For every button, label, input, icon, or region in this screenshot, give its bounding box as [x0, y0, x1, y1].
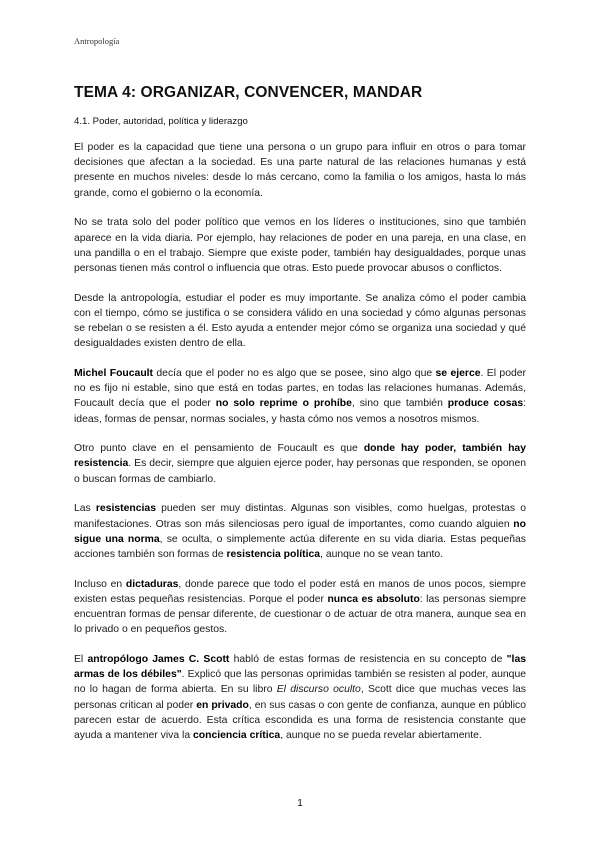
paragraph-text: No se trata solo del poder político que vemos en los líderes o instituciones, sino que también aparece en la vida diaria. Por ejemplo, hay relaciones de poder en una pareja, en una clase, en una pandilla o en el trabajo. Siempre que existe poder, también hay desigualdades, porque unas personas tienen más control o influencia que otras. Esto puede provocar abusos o conflictos. [74, 217, 526, 274]
bold-text: no solo reprime o prohíbe [215, 398, 352, 410]
paragraph-text: El poder es la capacidad que tiene una persona o un grupo para influir en otros o para tomar decisiones que afectan a la sociedad. Es una parte natural de las relaciones humanas y está presente en muchos niveles: desde lo más cercano, como la familia o los amigos, hasta lo más grande, como el gobierno o la economía. [74, 142, 526, 199]
paragraph [74, 140, 526, 201]
bold-text: en privado [196, 699, 249, 711]
bold-text: donde hay poder, también hay resistencia [74, 443, 526, 470]
bold-text: se ejerce [435, 367, 481, 379]
paragraph-text: , sino que también [351, 398, 448, 410]
paragraph-text: El [74, 653, 88, 665]
paragraph-text: , se oculta, o simplemente actúa diferente en su vida diaria. Estas pequeñas acciones también son formas de [74, 533, 527, 560]
paragraph [74, 652, 526, 743]
paragraph-text: Otro punto clave en el pensamiento de Foucault es que [74, 443, 364, 455]
italic-text: El discurso oculto [276, 684, 361, 696]
paragraph-text: decía que el poder no es algo que se posee, sino algo que [153, 367, 436, 379]
paragraph [74, 215, 526, 276]
bold-text: resistencia política [226, 548, 321, 560]
paragraph-text: , Scott dice que muchas veces las personas critican al poder [74, 684, 526, 711]
section-heading: 4.1. Poder, autoridad, política y liderazgo [74, 116, 248, 127]
bold-text: produce cosas [447, 398, 524, 410]
bold-text: antropólogo James C. Scott [87, 653, 230, 665]
bold-text: dictaduras [125, 578, 179, 590]
paragraph-text: habló de estas formas de resistencia en su concepto de [229, 653, 507, 665]
paragraph-text: , en sus casas o con gente de confianza, aunque en público parecen estar de acuerdo. Esta crítica escondida es una forma de resistencia constante que ayuda a mantener viva la [74, 699, 526, 741]
paragraph [74, 501, 526, 562]
paragraph [74, 366, 526, 427]
paragraph-text: Las [74, 503, 96, 515]
paragraph-text: . El poder no es fijo ni estable, sino que está en todas partes, en todas las relaciones humanas. Además, Foucault decía que el poder [74, 367, 526, 410]
bold-text: no sigue una norma [74, 518, 526, 545]
bold-text: resistencias [95, 503, 156, 515]
running-header: Antropología [74, 36, 120, 46]
bold-text: nunca es absoluto [327, 593, 420, 605]
document-body [74, 140, 526, 758]
paragraph-text: . Explicó que las personas oprimidas también se resisten al poder, aunque no lo hagan de forma abierta. En su libro [74, 669, 527, 696]
paragraph [74, 441, 526, 487]
bold-text: conciencia crítica [193, 730, 281, 741]
paragraph-text: : ideas, formas de pensar, normas sociales, y hasta cómo nos vemos a nosotros mismos. [74, 398, 526, 425]
paragraph-text: , donde parece que todo el poder está en manos de unos pocos, siempre existen estas pequeñas resistencias. Porque el poder [74, 578, 526, 605]
bold-text: "las armas de los débiles" [74, 653, 526, 681]
document-title: TEMA 4: ORGANIZAR, CONVENCER, MANDAR [74, 84, 423, 101]
paragraph-text: , aunque no se vean tanto. [320, 548, 444, 560]
bold-text: Michel Foucault [74, 367, 154, 379]
page-number: 1 [297, 798, 303, 809]
paragraph [74, 291, 526, 352]
paragraph [74, 577, 526, 638]
paragraph-text: pueden ser muy distintas. Algunas son visibles, como huelgas, protestas o manifestaciones. Otras son más silenciosas pero igual de importantes, como cuando alguien [74, 503, 526, 530]
paragraph-text: , aunque no se pueda revelar abiertamente. [280, 730, 482, 741]
paragraph-text: : las personas siempre encuentran formas de pensar diferente, de cuestionar o de actuar de otra manera, aunque sea en lo privado o en pequeños gestos. [74, 593, 527, 636]
paragraph-text: . Es decir, siempre que alguien ejerce poder, hay personas que responden, se oponen o buscan formas de cambiarlo. [74, 458, 526, 485]
paragraph-text: Desde la antropología, estudiar el poder es muy importante. Se analiza cómo el poder cambia con el tiempo, cómo se justifica o se considera válido en una sociedad y cómo algunas personas se rebelan o se resisten a él. Esto ayuda a entender mejor cómo se organiza una sociedad y qué desigualdades existen dentro de ella. [74, 292, 526, 350]
paragraph-text: Incluso en [74, 578, 126, 590]
